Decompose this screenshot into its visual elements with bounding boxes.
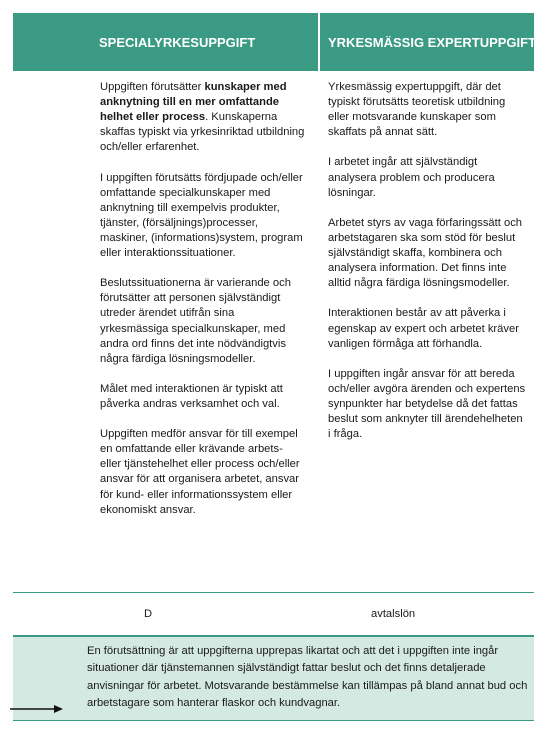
col1-paragraph-5: Uppgiften medför ansvar för till exempel en omfattande eller krävande arbets- eller tjänstehelhet eller process och/eller ansvar för att organisera arbetet, ansvar för kund- eller informationssystem eller ekonomiskt ansvar.: [100, 428, 300, 516]
right-arrow-icon: [10, 702, 64, 716]
col2-paragraph-5: I uppgiften ingår ansvar för att bereda och/eller avgöra ärenden och expertens synpunkter har betydelse då det fattas beslut som anknyter till ärendehelheten i fråga.: [328, 367, 526, 441]
expertuppgift-column: [328, 80, 528, 457]
col1-p1-prefix: Uppgiften förutsätter: [100, 81, 205, 93]
col1-paragraph-3: Beslutssituationerna är varierande och förutsätter att personen självständigt utreder ärendet utifrån sina yrkesmässiga specialkunskaper, med andra ord finns det inte nödvändigtvis några färdiga lösningsmodeller.: [100, 277, 291, 365]
col1-paragraph-1: [100, 80, 305, 155]
code-col1: D: [144, 608, 153, 620]
code-col2: avtalslön: [371, 608, 416, 620]
col2-paragraph-3: Arbetet styrs av vaga förfaringssätt och arbetstagaren ska som stöd för beslut självständigt skaffa, kombinera och analysera information. Det finns inte alltid några färdiga lösningsmodeller.: [328, 216, 523, 290]
specialyrkesuppgift-column: [100, 80, 305, 533]
footer-text: En förutsättning är att uppgifterna upprepas likartat och att det i uppgiften inte ingår situationer där tjänstemannen självständigt fattar beslut och det finns detaljerade anvisningar för arbetet. Motsvarande bestämmelse kan tillämpas på bland annat bud och arbetstagare som hanterar flaskor och kundvagnar.: [87, 645, 528, 709]
col1-p1-strong: kunskaper med anknytning till en mer omfattande helhet eller process: [100, 81, 287, 124]
col1-paragraph-4: Målet med interaktionen är typiskt att påverka andras verksamhet och val.: [100, 382, 283, 410]
col2-paragraph-2: I arbetet ingår att självständigt analysera problem och producera lösningar.: [328, 156, 495, 199]
col1-paragraph-2: I uppgiften förutsätts fördjupade och/eller omfattande specialkunskaper med anknytning till exempelvis produkter, tjänster, (försäljnings)processer, maskiner, (informations)system, program eller interaktionssituationer.: [100, 171, 303, 260]
header-yrkesmassig-expertuppgift: YRKESMÄSSIG EXPERTUPPGIFT: [328, 34, 537, 50]
divider-line: [13, 720, 534, 721]
footer-note: [13, 637, 534, 720]
divider-line: [13, 592, 534, 593]
header-specialyrkesuppgift: SPECIALYRKESUPPGIFT: [99, 34, 256, 50]
col2-paragraph-4: Interaktionen består av att påverka i egenskap av expert och arbetet kräver vanligen förmåga att förhandla.: [328, 307, 519, 350]
col2-paragraph-1: Yrkesmässig expertuppgift, där det typiskt förutsätts teoretisk utbildning eller motsvarande kunskaper som skaffats på annat sätt.: [328, 81, 506, 139]
table-header: [13, 13, 537, 71]
col1-p1-rest: . Kunskaperna skaffas typiskt via yrkesinriktad utbildning och/eller erfarenhet.: [100, 111, 305, 154]
